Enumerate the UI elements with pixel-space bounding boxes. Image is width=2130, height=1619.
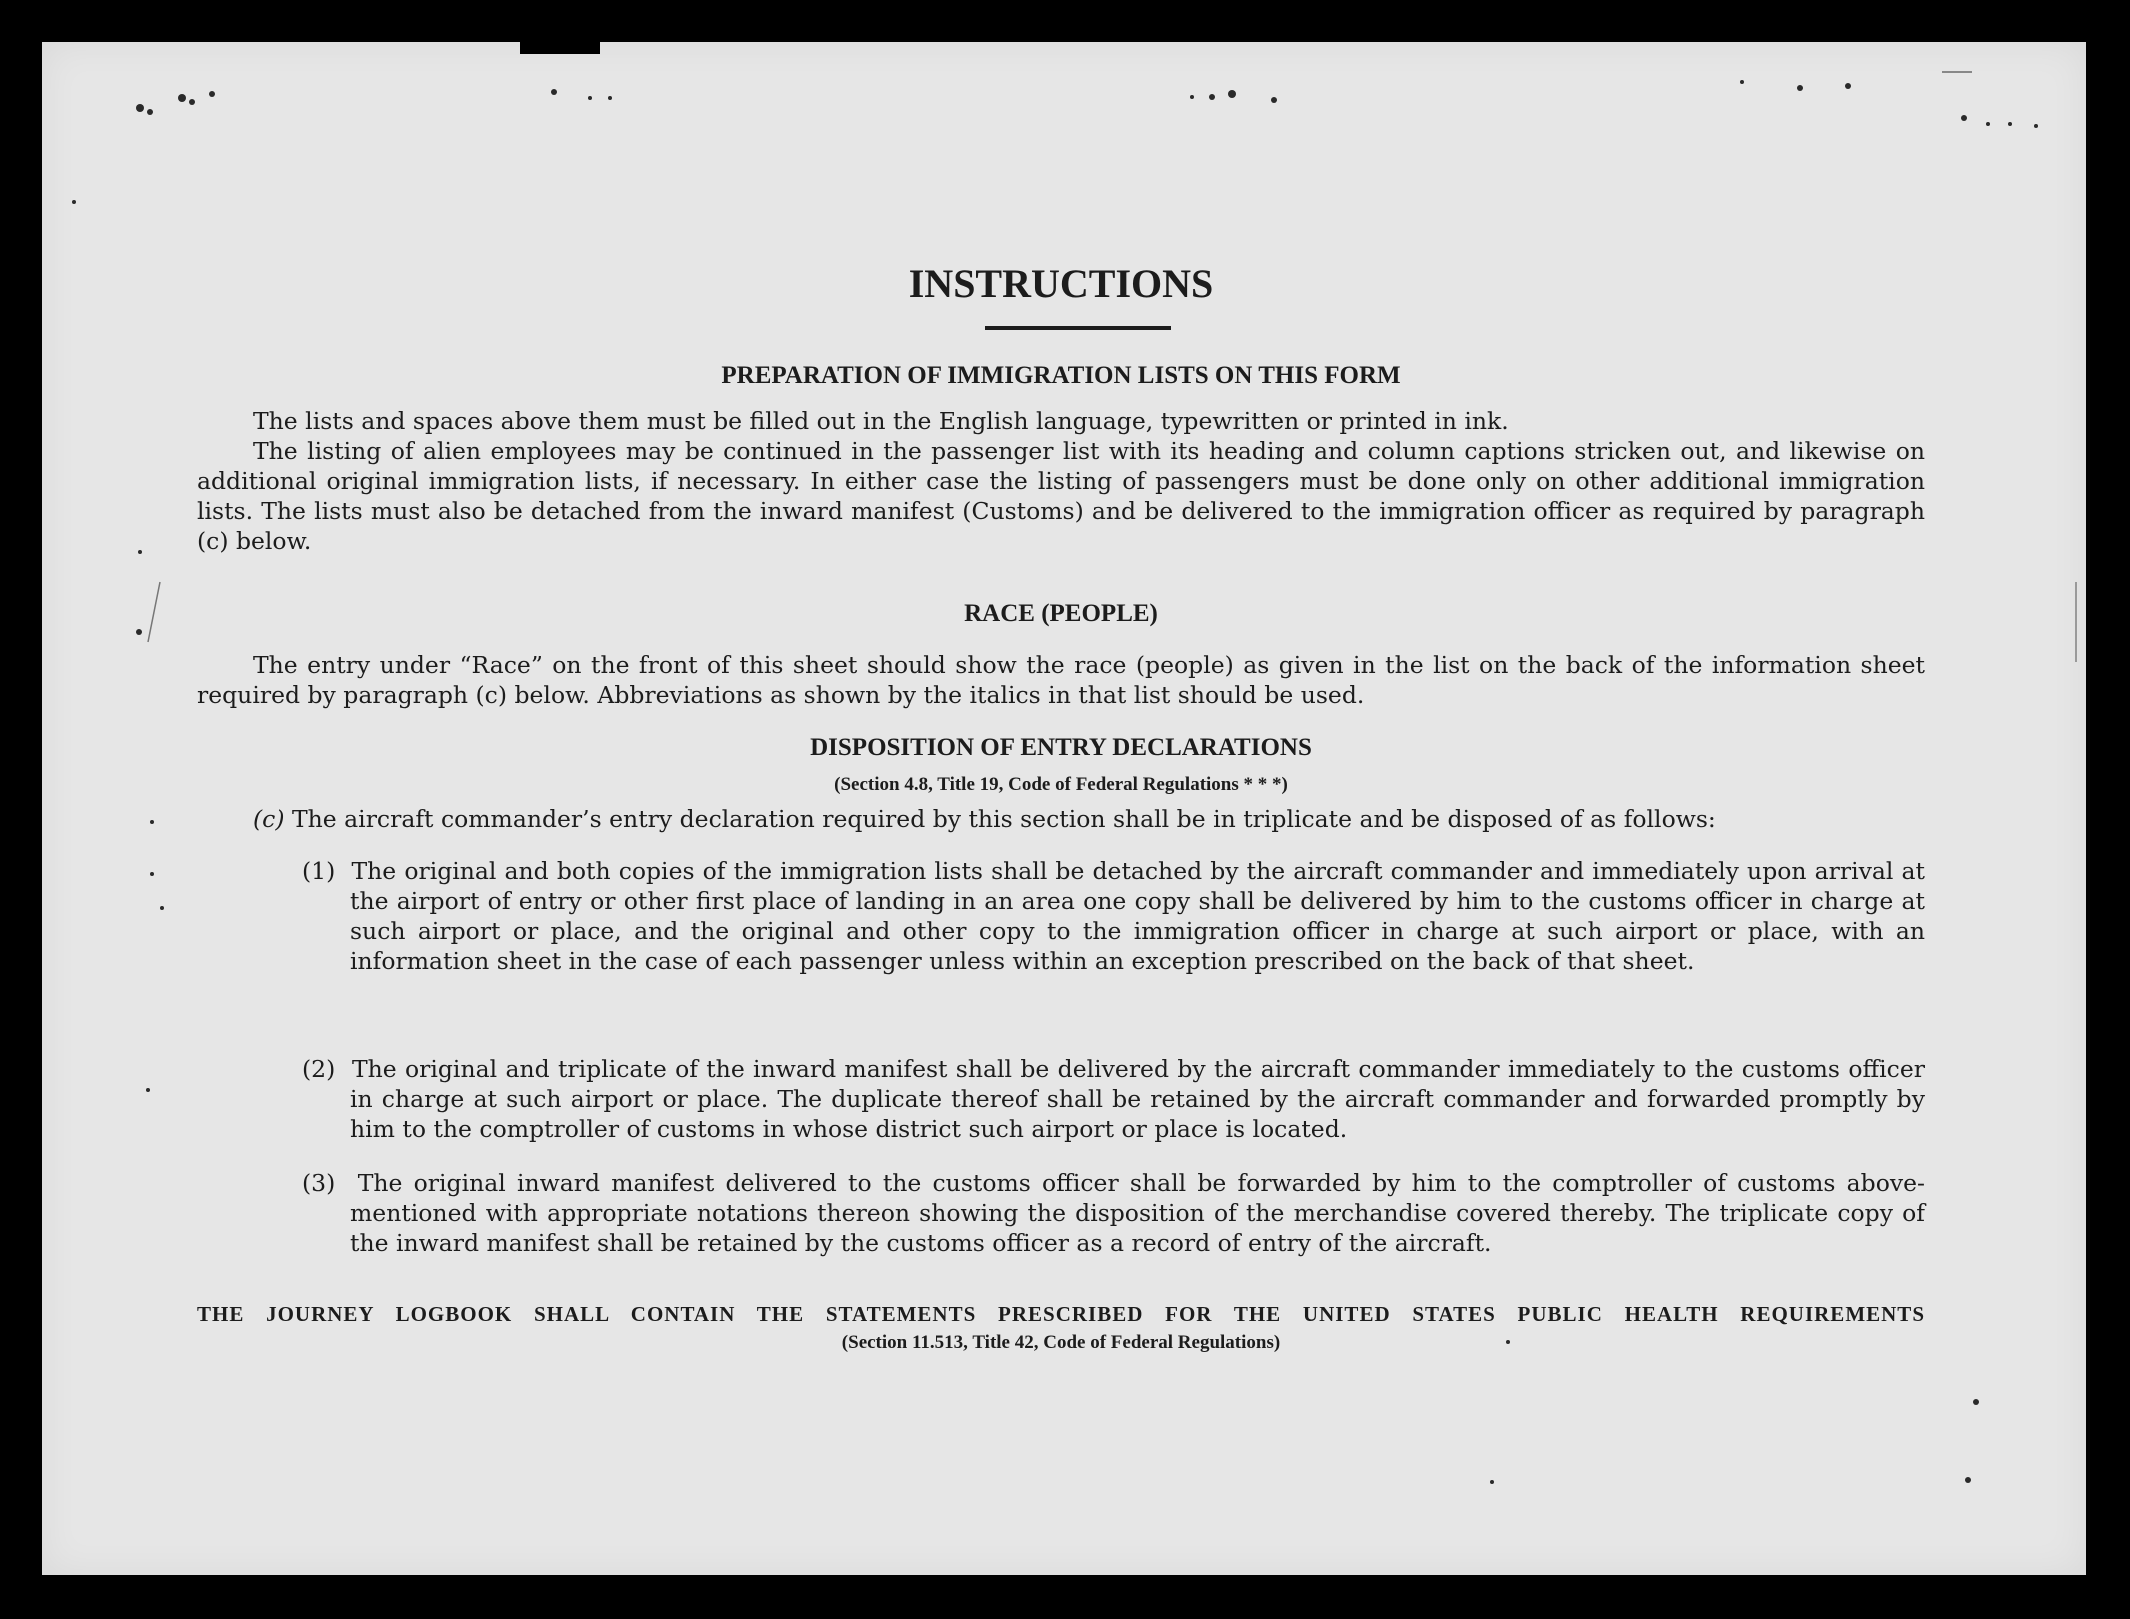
- title-underline: [985, 326, 1171, 330]
- list-item-2: [302, 1054, 1925, 1144]
- list-item-text: The original inward manifest delivered to the customs officer shall be forwarded by him to the comptroller of customs above-mentioned with appropriate notations thereon showing the disposition of the merchandise covered thereby. The triplicate copy of the inward manifest shall be retained by the customs officer as a record of entry of the aircraft.: [350, 1169, 1925, 1257]
- footer-citation: (Section 11.513, Title 42, Code of Federal Regulations): [841, 1332, 1281, 1353]
- list-item-text: The original and both copies of the immigration lists shall be detached by the aircraft commander and immediately upon arrival at the airport of entry or other first place of landing in an area one copy shall be delivered by him to the customs officer in charge at such airport or place, and the original and other copy to the immigration officer in charge at such airport or place, with an information sheet in the case of each passenger unless within an exception prescribed on the back of that sheet.: [350, 857, 1925, 975]
- list-item-1: [302, 856, 1925, 976]
- list-item-3: [302, 1168, 1925, 1258]
- paragraph-english-language: The lists and spaces above them must be filled out in the English language, typewritten or printed in ink.: [253, 407, 1509, 435]
- heading-disposition: DISPOSITION OF ENTRY DECLARATIONS: [810, 734, 1312, 761]
- list-item-marker: (2): [302, 1055, 336, 1083]
- disposition-citation: (Section 4.8, Title 19, Code of Federal Regulations * * *): [834, 774, 1288, 795]
- list-item-marker: (3): [302, 1169, 336, 1197]
- paragraph-c-marker: (c): [253, 805, 285, 833]
- form-sheet: [42, 42, 2086, 1575]
- page-title: INSTRUCTIONS: [908, 261, 1214, 306]
- paragraph-c-intro: [253, 804, 1925, 834]
- heading-preparation: PREPARATION OF IMMIGRATION LISTS ON THIS FORM: [721, 362, 1401, 389]
- list-item-marker: (1): [302, 857, 336, 885]
- paragraph-c-text: The aircraft commander’s entry declaration required by this section shall be in triplicate and be disposed of as follows:: [291, 805, 1716, 833]
- footer-health-requirements: THE JOURNEY LOGBOOK SHALL CONTAIN THE STATEMENTS PRESCRIBED FOR THE UNITED STATES PUBLIC HEALTH REQUIREMENTS: [197, 1302, 1925, 1326]
- paragraph-race: The entry under “Race” on the front of this sheet should show the race (people) as given in the list on the back of the information sheet required by paragraph (c) below. Abbreviations as shown by the italics in that list should be used.: [197, 651, 1925, 709]
- scan-edge-mark: [520, 40, 600, 54]
- list-item-text: The original and triplicate of the inward manifest shall be delivered by the aircraft commander immediately to the customs officer in charge at such airport or place. The duplicate thereof shall be retained by the aircraft commander and forwarded promptly by him to the comptroller of customs in whose district such airport or place is located.: [350, 1055, 1925, 1143]
- paragraph-alien-employees: The listing of alien employees may be continued in the passenger list with its heading and column captions stricken out, and likewise on additional original immigration lists, if necessary. In either case the listing of passengers must be done only on other additional immigration lists. The lists must also be detached from the inward manifest (Customs) and be delivered to the immigration officer as required by paragraph (c) below.: [197, 437, 1925, 555]
- heading-race: RACE (PEOPLE): [964, 600, 1158, 627]
